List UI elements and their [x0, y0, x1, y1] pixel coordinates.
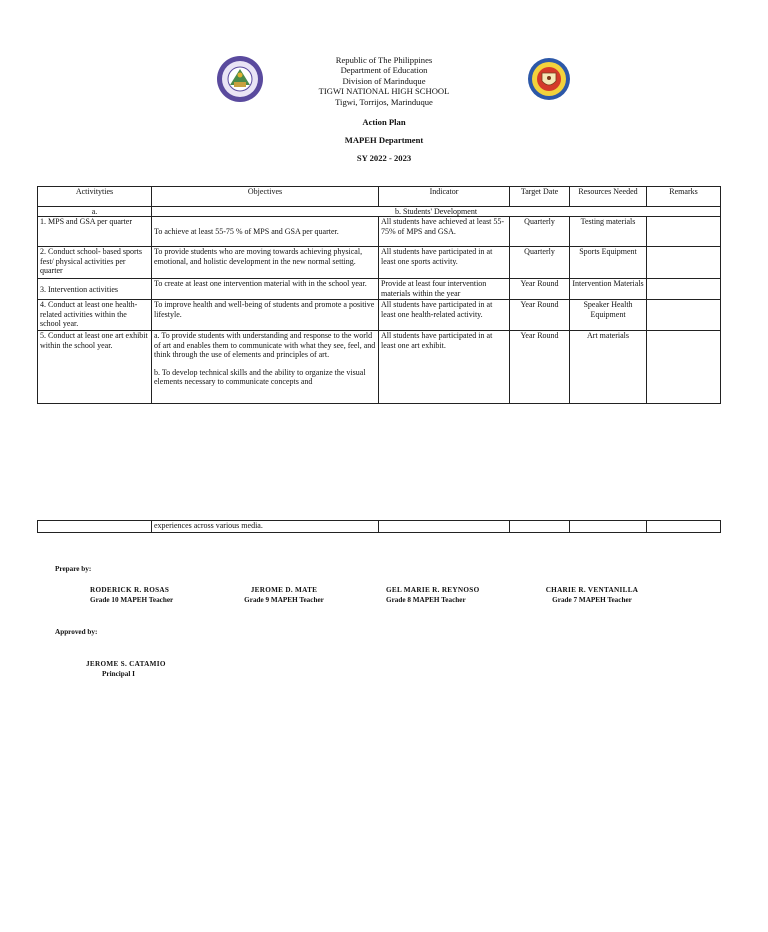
- signatory: [234, 585, 334, 605]
- approver-name: JEROME S. CATAMIO: [86, 660, 166, 668]
- cell-activity: 2. Conduct school- based sports fest/ physical activities per quarter: [38, 247, 152, 279]
- signatory: [536, 585, 648, 605]
- cell-remarks: [647, 217, 721, 247]
- cell-activity: 3. Intervention activities: [38, 279, 152, 300]
- table-row: [38, 247, 721, 279]
- signatory: [90, 585, 173, 605]
- section-b: b. Students' Development: [152, 207, 721, 217]
- table-header-row: [38, 187, 721, 207]
- signatory-role: Grade 9 MAPEH Teacher: [244, 596, 324, 604]
- cell-resources: [570, 521, 647, 533]
- cell-indicator: [379, 521, 510, 533]
- cell-indicator: All students have achieved at least 55-75% of MPS and GSA.: [379, 217, 510, 247]
- col-header: Target Date: [510, 187, 570, 207]
- cell-resources: Testing materials: [570, 217, 647, 247]
- cell-resources: Intervention Materials: [570, 279, 647, 300]
- cell-activity: [38, 521, 152, 533]
- doc-title: Action Plan: [362, 117, 406, 127]
- cell-indicator: Provide at least four intervention materials within the year: [379, 279, 510, 300]
- cell-target: [510, 521, 570, 533]
- cell-indicator: All students have participated in at least one art exhibit.: [379, 331, 510, 404]
- approver: [86, 659, 166, 679]
- cell-objective: [152, 331, 379, 404]
- cell-objective: experiences across various media.: [152, 521, 379, 533]
- table-row: [38, 217, 721, 247]
- cell-activity: 1. MPS and GSA per quarter: [38, 217, 152, 247]
- continuation-table: [37, 520, 721, 533]
- approver-role: Principal I: [102, 670, 135, 678]
- cell-indicator: All students have participated in at least one health-related activity.: [379, 300, 510, 331]
- cell-target: Quarterly: [510, 217, 570, 247]
- cell-target: Year Round: [510, 300, 570, 331]
- cell-remarks: [647, 247, 721, 279]
- cell-resources: Speaker Health Equipment: [570, 300, 647, 331]
- cell-resources: Art materials: [570, 331, 647, 404]
- col-header: Indicator: [379, 187, 510, 207]
- cell-objective: To create at least one intervention material with in the school year.: [152, 279, 379, 300]
- cell-remarks: [647, 279, 721, 300]
- signatory-name: CHARIE R. VENTANILLA: [545, 586, 639, 594]
- col-header: Objectives: [152, 187, 379, 207]
- cell-objective: To provide students who are moving towards achieving physical, emotional, and holistic development in the new normal setting.: [152, 247, 379, 279]
- header-line: Division of Marinduque: [342, 75, 426, 86]
- cell-objective: To achieve at least 55-75 % of MPS and GSA per quarter.: [152, 217, 379, 247]
- table-row: [38, 331, 721, 404]
- signatory-name: RODERICK R. ROSAS: [90, 586, 170, 594]
- col-header: Resources Needed: [570, 187, 647, 207]
- objective-b: b. To develop technical skills and the ability to organize the visual elements necessary to communicate concepts and: [154, 368, 366, 387]
- header-line: Republic of The Philippines: [335, 55, 433, 65]
- cell-target: Year Round: [510, 331, 570, 404]
- col-header: Remarks: [647, 187, 721, 207]
- table-row: [38, 279, 721, 300]
- action-plan-table: [37, 186, 721, 404]
- cell-target: Quarterly: [510, 247, 570, 279]
- signatory-role: Grade 8 MAPEH Teacher: [386, 596, 466, 604]
- header-line: Department of Education: [340, 65, 428, 76]
- school-name: TIGWI NATIONAL HIGH SCHOOL: [318, 86, 450, 97]
- cell-objective: To improve health and well-being of students and promote a positive lifestyle.: [152, 300, 379, 331]
- cell-remarks: [647, 300, 721, 331]
- cell-target: Year Round: [510, 279, 570, 300]
- cell-remarks: [647, 331, 721, 404]
- cell-activity: 5. Conduct at least one art exhibit within the school year.: [38, 331, 152, 404]
- signatory-name: GEL MARIE R. REYNOSO: [386, 586, 480, 594]
- cell-indicator: All students have participated in at least one sports activity.: [379, 247, 510, 279]
- signatory-role: Grade 10 MAPEH Teacher: [90, 596, 174, 604]
- approved-label: Approved by:: [55, 628, 98, 636]
- table-row: [38, 300, 721, 331]
- cell-resources: Sports Equipment: [570, 247, 647, 279]
- prepared-label: Prepare by:: [55, 565, 92, 573]
- cell-activity: 4. Conduct at least one health-related activities within the school year.: [38, 300, 152, 331]
- objective-a: a. To provide students with understanding and response to the world of art and enables them to communicate with what they see, feel, and think through the use of elements and principles of art.: [154, 331, 376, 359]
- table-row: [38, 521, 721, 533]
- department-title: MAPEH Department: [344, 135, 424, 145]
- school-year: SY 2022 - 2023: [356, 153, 412, 163]
- header-line: Tigwi, Torrijos, Marinduque: [335, 96, 433, 107]
- col-header: Activityties: [38, 187, 152, 207]
- signatory-name: JEROME D. MATE: [250, 586, 318, 594]
- section-a: a.: [38, 207, 152, 217]
- cell-remarks: [647, 521, 721, 533]
- signatory-role: Grade 7 MAPEH Teacher: [552, 596, 632, 604]
- section-row: [38, 207, 721, 217]
- signatory: [386, 585, 479, 605]
